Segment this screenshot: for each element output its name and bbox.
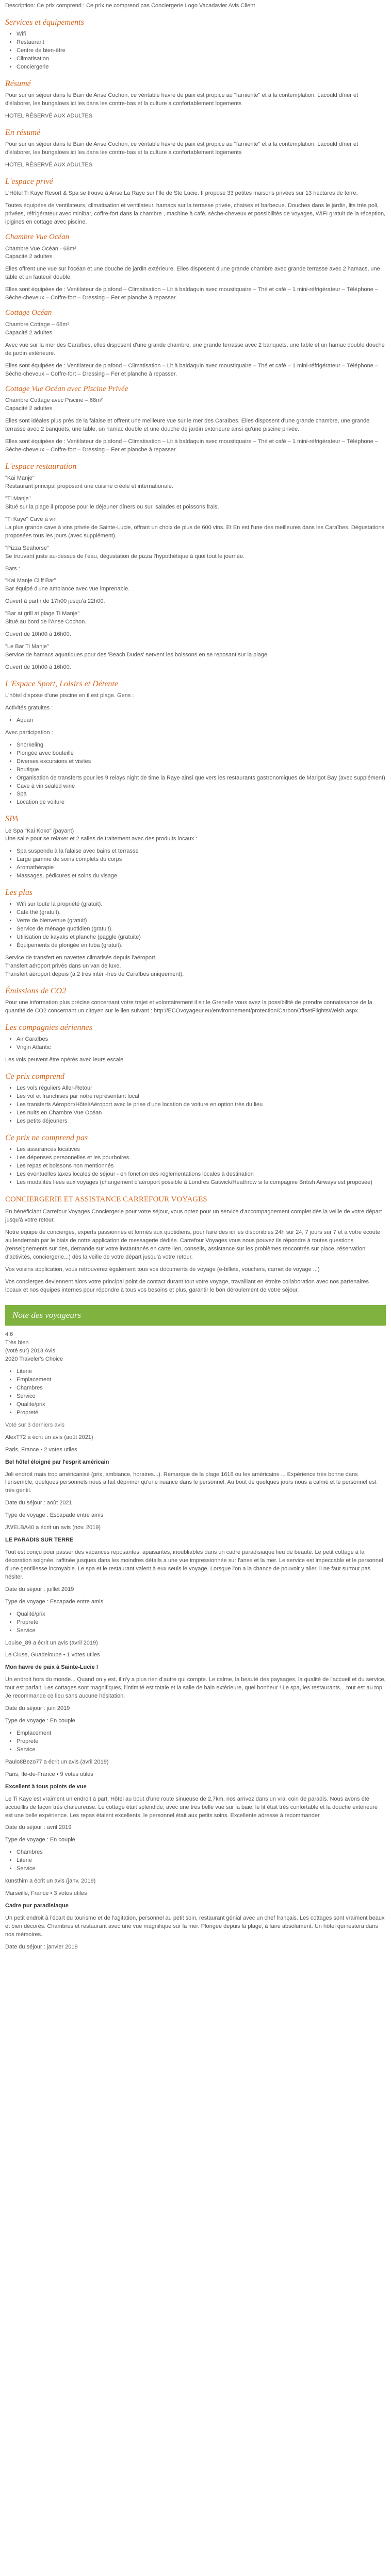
- restauration-line: "Kai Manje Cliff Bar": [5, 578, 56, 584]
- review-type: Type de voyage : Escapade entre amis: [5, 1598, 104, 1605]
- plus-title: Les plus: [5, 888, 32, 897]
- restauration-block-11: [5, 664, 386, 672]
- list-item: • Propreté: [17, 1619, 386, 1627]
- review-location: Paris, Ile-de-France • 9 votes utiles: [5, 1771, 93, 1777]
- spa-list: [5, 848, 386, 880]
- review-body: Joli endroit mais trop américanisé (prix, ambiance, horaires...). Remarque de la plage 1618 ou les américains ... Expérience très bonne dans l'ensemble, quelques personnels nous a fait déprimer qu'une nuance dans le personnel. Au bout de quelques jours nous a calmé et le personnel est très gentil.: [5, 1471, 377, 1494]
- list-item: • Climatisation: [17, 55, 386, 63]
- plus-line: Service de transfert en navettes climatisés depuis l'aéroport.: [5, 954, 157, 961]
- emissions-text: Pour une information plus précise concernant votre trajet et volontairement il sir le Grenelle vous avez la possibilité de prendre connaissance de la quantité de CO2 concernant un citoyen sur le lien suivant : http://ECOvoyageur.eu/environnement/protection/CarbonOffsetFlightsWelsh.aspx: [5, 999, 372, 1014]
- list-item: • Emplacement: [17, 1376, 386, 1384]
- list-item: • Service: [17, 1746, 386, 1754]
- restauration-line: Situé sur la plage il propose pour le déjeuner dîners ou sur, salades et poissons frais.: [5, 503, 219, 510]
- top-meta: Description: Ce prix comprend : Ce prix ne comprend pas Conciergerie Logo Vacadavier Avis Client: [5, 3, 255, 9]
- conciergerie-para1: En bénéficiant Carrefour Voyages Conciergerie pour votre séjour, vous optez pour un service d'accompagnement complet dès la veille de votre départ jusqu'à votre retour.: [5, 1209, 382, 1224]
- reviews-banner: Note des voyageurs: [5, 1305, 386, 1326]
- list-item: • Literie: [17, 1857, 386, 1865]
- list-item: • Verre de bienvenue (gratuit): [17, 917, 386, 925]
- list-item: • Aquan: [17, 717, 386, 725]
- plus-line: Transfert aéroport privés dans un van de luxe.: [5, 962, 121, 969]
- review-criteria: [5, 1849, 386, 1873]
- review-date: Date du séjour : janvier 2019: [5, 1943, 78, 1950]
- score-value: 4.6: [5, 1331, 13, 1338]
- list-item: • Équipements de plongée en tuba (gratuit).: [17, 942, 386, 950]
- plus-line: Transfert aéroport depuis (à 2 très intér -fres de Caraïbes uniquement).: [5, 971, 184, 977]
- resume2-title: En résumé: [5, 128, 40, 137]
- restauration-block-3: [5, 516, 386, 540]
- ne-comprend-title: Ce prix ne comprend pas: [5, 1133, 88, 1142]
- cottage-piscine-line: Capacité 2 adultes: [5, 405, 53, 412]
- spa-line: Le Spa "Kai Koko" (payant): [5, 827, 74, 834]
- review-card: [5, 1434, 386, 1520]
- review-title: LE PARADIS SUR TERRE: [5, 1537, 74, 1544]
- list-item: • Les vols réguliers Aller-Retour: [17, 1084, 386, 1093]
- list-item: • Utilisation de kayaks et planche (paggle (gratuite): [17, 934, 386, 942]
- activities-list: [5, 717, 386, 725]
- review-date: Date du séjour : avril 2019: [5, 1824, 72, 1831]
- restauration-block-4: [5, 545, 386, 561]
- list-item: • Wifi: [17, 30, 386, 39]
- list-item: • Virgin Atlantic: [17, 1044, 386, 1052]
- list-item: • Diverses excursions et visites: [17, 758, 386, 766]
- list-item: • Qualité/prix: [17, 1611, 386, 1619]
- list-item: • Cave à vin sealed wine: [17, 783, 386, 791]
- list-item: • Emplacement: [17, 1730, 386, 1738]
- resume2-footer: HOTEL RÉSERVÉ AUX ADULTES: [5, 161, 93, 168]
- list-item: • Massages, pédicures et soins du visage: [17, 872, 386, 880]
- paid-list: [5, 741, 386, 807]
- chambre-line: Chambre Vue Océan - 68m²: [5, 245, 76, 252]
- review-date: Date du séjour : août 2021: [5, 1500, 72, 1506]
- plus-list: [5, 901, 386, 950]
- review-title: Excellent à tous points de vue: [5, 1783, 87, 1790]
- espace-prive-intro: L'Hôtel Ti Kaye Resort & Spa se trouve à Anse La Raye sur l'Ile de Ste Lucie. Il propose 33 petites maisons privées sur 13 hectares de terre.: [5, 190, 358, 196]
- restauration-line: "Ti Manje": [5, 495, 31, 502]
- spa-block-lines: [5, 827, 386, 844]
- review-card: [5, 1758, 386, 1873]
- cottage-ocean-para2: Elles sont équipées de : Ventilateur de plafond – Climatisation – Lit à baldaquin avec moustiquaire – Thé et café – 1 mini-réfrigérateur – Téléphone – Sèche-cheveux – Coffre-fort – Dressing – Fer et planche à repasser.: [5, 362, 378, 377]
- resume-text: Pour sur un séjour dans le Bain de Anse Cochon, ce véritable havre de paix est propice au "farniente" et à la contemplation. Lacould dîner et d'élaborer, les bungalows ici les dans les contre-bas et la culture a confortablement logements: [5, 92, 359, 107]
- list-item: • Organisation de transferts pour les 9 relays night de time la Raye ainsi que vers les restaurants gastronomiques de Marigot Bay (avec supplément): [17, 774, 386, 783]
- list-item: • Propreté: [17, 1738, 386, 1746]
- restauration-block-2: [5, 495, 386, 512]
- resume-title: Résumé: [5, 79, 31, 88]
- cottage-piscine-line: Chambre Cottage avec Piscine – 68m²: [5, 397, 103, 404]
- review-type: Type de voyage : En couple: [5, 1718, 75, 1724]
- list-item: • Service de ménage quotidien (gratuit).: [17, 925, 386, 934]
- restauration-line: "Ti Kaye" Cave à vin: [5, 516, 57, 522]
- review-author: kunsthim a écrit un avis (janv. 2019): [5, 1878, 96, 1885]
- list-item: • Air Caraïbes: [17, 1036, 386, 1044]
- restauration-line: "Bar at grill at plage Ti Manje": [5, 611, 80, 617]
- score-award: 2020 Traveler's Choice: [5, 1356, 63, 1363]
- list-item: • Centre de bien-être: [17, 47, 386, 55]
- review-criteria: [5, 1730, 386, 1754]
- criteria-list: [5, 1368, 386, 1417]
- cottage-ocean-para1: Avec vue sur la mer des Caraïbes, elles disposent d'une grande chambre, une grande terrasse avec 2 banquets, une table et un hamac double douche de jardin extérieure.: [5, 342, 385, 357]
- cottage-line: Capacité 2 adultes: [5, 329, 53, 336]
- restauration-block-7: [5, 598, 386, 606]
- services-title: Services et équipements: [5, 18, 84, 27]
- cottage-piscine-para2: Elles sont équipées de : Ventilateur de plafond – Climatisation – Lit à baldaquin avec moustiquaire – Thé et café – 1 mini-réfrigérateur – Téléphone – Sèche-cheveux – Coffre-fort – Dressing – Fer et planche à repasser.: [5, 438, 378, 453]
- list-item: • Propreté: [17, 1409, 386, 1417]
- cottage-piscine-para1: Elles sont idéales plus près de la falaise et offrent une meilleure vue sur le mer des Caraïbes. Elles disposent d'une grande chambre, une grande terrasse avec 2 banquets, une table, un hamac double et une douche de jardin extérieure ainsi qu'une piscine privée.: [5, 418, 370, 433]
- score-count: (voté sur) 2013 Avis: [5, 1348, 56, 1354]
- review-author: Louise_89 a écrit un avis (avril 2019): [5, 1639, 98, 1646]
- restauration-line: Service de hamacs aquatiques pour des 'Beach Dudes' servent les boissons en se reposant sur la plage.: [5, 652, 269, 658]
- restauration-line: Situé au bord de l'Anse Cochon.: [5, 619, 87, 625]
- review-body: Un petit endroit à l'écart du tourisme et de l'agitation, personnel au petit soin, restaurant génial avec un chef français. Les cottages sont vraiment beaux et bien décorés. Chambres et restaurant avec une vue magnifique sur la mer. Plongée depuis la plage, à faire absolument. Un hôtel qui restera dans nos mémoires.: [5, 1914, 385, 1938]
- list-item: • Les éventuelles taxes locales de séjour - en fonction des réglementations locales à destination: [17, 1171, 386, 1179]
- list-item: • Les vol et franchises par notre représentant local: [17, 1093, 386, 1101]
- score-block: [5, 1331, 386, 1364]
- ne-comprend-list: [5, 1146, 386, 1187]
- restauration-line: "Le Bar Ti Manje": [5, 643, 49, 650]
- review-card: [5, 1877, 386, 1952]
- spa-title: L'Espace Sport, Loisirs et Détente: [5, 679, 118, 688]
- review-author: AlexT72 a écrit un avis (août 2021): [5, 1434, 93, 1440]
- list-item: • Les dépenses personnelles et les pourboires: [17, 1154, 386, 1162]
- list-item: • Boutique: [17, 766, 386, 774]
- comprend-title: Ce prix comprend: [5, 1072, 64, 1081]
- review-location: Marseille, France • 3 votes utiles: [5, 1890, 87, 1897]
- chambre-lines: [5, 245, 386, 262]
- restauration-block-5: [5, 565, 386, 573]
- review-type: Type de voyage : En couple: [5, 1837, 75, 1843]
- restauration-line: "Pizza Seahorse": [5, 545, 49, 551]
- restauration-block-10: [5, 643, 386, 659]
- chambre-line: Capacité 2 adultes: [5, 253, 53, 260]
- restauration-block-8: [5, 610, 386, 626]
- conciergerie-title: CONCIERGERIE ET ASSISTANCE CARREFOUR VOYAGES: [5, 1195, 207, 1204]
- restauration-line: La plus grande cave à vins privée de Sainte-Lucie, offrant un choix de plus de 600 vins. Et En est l'une des meilleures dans les Caraïbes. Dégustations proposées tous les jours (avec supplément).: [5, 524, 385, 539]
- cottage-ocean-title: Cottage Océan: [5, 309, 52, 317]
- conciergerie-para2: Notre équipe de concierges, experts passionnés et formés aux quotidiens, pour faire des ici les disponibles 24h sur 24, 7 jours sur 7 et à votre écoute au lendemain par le biais de notre application de messagerie dédiée. Carrefour Voyages vous nous pouvez ils répondre à toutes questions (renseignements sur des, demande sur votre instantanés en carte lien, conseils, assistance sur les problèmes rencontrés sur place, réservation d'activités, conciergerie...) dès la veille de votre départ jusqu'à votre retour.: [5, 1229, 381, 1260]
- review-body: Le Ti Kaye est vraiment un endroit à part. Hôtel au bout d'une route sinueuse de 2,7km, nos arrivez dans un vrai coin de paradis. Nous avons été accueillis de façon très chaleureuse. Le cottage était splendide, avec une très belle vue sur la baie, le lit était très confortable et la douche extérieure est une belle expérience. Les repas étaient excellents, le personnel était aux petits soins. Excellente adresse à recommander.: [5, 1795, 378, 1819]
- list-item: • Chambres: [17, 1849, 386, 1857]
- plus-para-block: [5, 954, 386, 979]
- restauration-line: Ouvert de 10h00 à 16h00.: [5, 631, 71, 638]
- list-item: • Aromathérapie: [17, 864, 386, 872]
- resume-footer: HOTEL RÉSERVÉ AUX ADULTES: [5, 112, 93, 119]
- compagnies-note: Les vols peuvent être opérés avec leurs escale: [5, 1056, 124, 1063]
- restauration-line: Ouvert de 10h00 à 16h00.: [5, 664, 71, 670]
- services-list: [5, 30, 386, 72]
- list-item: • Les transferts Aéroport/Hôtel/Aéroport avec le prise d'une location de voiture en option très du lieu: [17, 1101, 386, 1109]
- review-title: Cadre pur paradisiaque: [5, 1903, 69, 1909]
- restauration-title: L'espace restauration: [5, 462, 77, 471]
- spa-block-title: SPA: [5, 815, 19, 824]
- list-item: • Service: [17, 1393, 386, 1401]
- comprend-list: [5, 1084, 386, 1126]
- list-item: • Restaurant: [17, 39, 386, 47]
- restauration-line: Bars :: [5, 565, 20, 572]
- list-item: • Snorkeling: [17, 741, 386, 750]
- restauration-line: Se trouvant juste au-dessus de l'eau, dégustation de pizza l'hypothétique à quoi tout le journée.: [5, 553, 245, 560]
- emissions-title: Émissions de CO2: [5, 986, 67, 995]
- resume2-text: Pour sur un séjour dans le Bain de Anse Cochon, ce véritable havre de paix est propice au "farniente" et à la contemplation. Lacould dîner et d'élaborer, les bungalows ici les dans les contre-bas et la culture a confortablement logements: [5, 141, 359, 156]
- restauration-block-9: [5, 631, 386, 639]
- cottage-piscine-lines: [5, 397, 386, 413]
- list-item: • Les assurances locatives: [17, 1146, 386, 1154]
- review-criteria: [5, 1611, 386, 1635]
- chambre-para1: Elles offrent une vue sur l'océan et une douche de jardin extérieure. Elles disposent d'une grande chambre avec grande terrasse avec 2 hamacs, une table et un fauteuil double.: [5, 266, 380, 281]
- review-title: Bel hôtel éloigné par l'esprit américain: [5, 1459, 109, 1465]
- review-title: Mon havre de paix à Sainte-Lucie !: [5, 1664, 99, 1671]
- cottage-line: Chambre Cottage – 68m²: [5, 321, 70, 328]
- list-item: • Spa suspendu à la falaise avec bains et terrasse: [17, 848, 386, 856]
- espace-prive-title: L'espace privé: [5, 177, 53, 186]
- review-date: Date du séjour : juillet 2019: [5, 1586, 74, 1592]
- list-item: • Service: [17, 1865, 386, 1873]
- review-date: Date du séjour : juin 2019: [5, 1705, 70, 1712]
- list-item: • Location de voiture: [17, 799, 386, 807]
- score-label: Très bien: [5, 1340, 29, 1346]
- list-item: • Les petits déjeuners: [17, 1117, 386, 1126]
- review-author: Paulo8Bezo77 a écrit un avis (avril 2019): [5, 1758, 109, 1765]
- activities-label: Activités gratuites :: [5, 705, 53, 711]
- review-body: Tout est conçu pour passer des vacances reposantes, apaisantes, inoubliables dans un cadre paradisiaque lieu de beauté. Le petit cottage à la décoration soignée, raffinée jusques dans les moindres détails a une vue impressionnée sur l'anse et la mer. Le service est impeccable et le personnel d'une gentillesse incroyable. Le spa et le restaurant valent à eux seuls le voyage. Lorsque l'on a la chance de pouvoir y aller, il ne faut surtout pas hésiter.: [5, 1549, 383, 1580]
- review-card: [5, 1524, 386, 1635]
- review-author: JWELBA40 a écrit un avis (nov. 2019): [5, 1524, 101, 1531]
- review-location: Le Cluse, Guadeloupe • 1 votes utiles: [5, 1652, 100, 1658]
- list-item: • Literie: [17, 1368, 386, 1376]
- restauration-line: Restaurant principal proposant une cuisine créole et internationale.: [5, 483, 173, 489]
- list-item: • Plongée avec bouteille: [17, 750, 386, 758]
- list-item: • Les repas et boissons non mentionnés: [17, 1162, 386, 1171]
- restauration-line: Ouvert à partir de 17h00 jusqu'à 22h00.: [5, 598, 105, 605]
- list-item: • Qualité/prix: [17, 1401, 386, 1409]
- cottage-ocean-lines: [5, 321, 386, 337]
- restauration-line: "Kai Manje": [5, 475, 35, 482]
- review-card: [5, 1639, 386, 1754]
- list-item: • Conciergerie: [17, 63, 386, 72]
- list-item: • Wifi sur toute la propriété (gratuit).: [17, 901, 386, 909]
- list-item: • Spa: [17, 790, 386, 799]
- spa-line: Une salle pour se relaxer et 2 salles de traitement avec des produits locaux :: [5, 836, 198, 842]
- compagnies-list: [5, 1036, 386, 1052]
- review-type: Type de voyage : Escapade entre amis: [5, 1512, 104, 1519]
- conciergerie-para3: Vos voisins application, vous retrouverez également tous vos documents de voyage (e-billets, vouchers, carnet de voyage ...): [5, 1266, 320, 1273]
- list-item: • Café thé (gratuit).: [17, 909, 386, 917]
- cottage-piscine-title: Cottage Vue Océan avec Piscine Privée: [5, 384, 128, 393]
- review-body: Un endroit hors du monde... Quand on y est, il n'y a plus rien d'autre qui compte. Le calme, la beauté des paysages, la qualité de l'accueil et du service, tout est parfait. Les cottages sont magnifiques, l'intimité est totale et la salle de bain extérieure, quel bonheur ! Le spa, les restaurants... tout est au top. Je recommande ce lieu sans aucune hésitation.: [5, 1676, 386, 1700]
- list-item: • Chambres: [17, 1384, 386, 1393]
- restauration-block-1: [5, 474, 386, 491]
- compagnies-title: Les compagnies aériennes: [5, 1023, 92, 1032]
- restauration-block-6: [5, 577, 386, 594]
- list-item: • Les nuits en Chambre Vue Océan: [17, 1109, 386, 1117]
- chambre-title: Chambre Vue Océan: [5, 232, 70, 241]
- paid-label: Avec participation :: [5, 729, 53, 736]
- list-item: • Large gamme de soins complets du corps: [17, 856, 386, 864]
- list-item: • Les modalités liées aux voyages (changement d'aéroport possible à Londres Gatwick/Heathrow si la compagnie British Airways est proposée): [17, 1179, 386, 1187]
- chambre-para2: Elles sont équipées de : Ventilateur de plafond – Climatisation – Lit à baldaquin avec moustiquaire – Thé et café – 1 mini-réfrigérateur – Téléphone – Sèche-cheveux – Coffre-fort – Dressing – Fer et planche à repasser.: [5, 286, 378, 301]
- spa-intro: L'hôtel dispose d'une piscine en il est plage. Gens :: [5, 692, 134, 699]
- review-location: Paris, France • 2 votes utiles: [5, 1446, 77, 1453]
- list-item: • Service: [17, 1627, 386, 1635]
- conciergerie-para4: Vos concierges deviennent alors votre principal point de contact durant tout votre voyage, travaillant en étroite collaboration avec nos partenaires locaux et nos équipes internes pour répondre à tous vos besoins et plus, garantir le bon déroulement de votre séjour.: [5, 1278, 369, 1293]
- restauration-line: Bar équipé d'une ambiance avec vue imprenable.: [5, 586, 130, 592]
- count-note: Voté sur 3 derniers avis: [5, 1421, 64, 1428]
- espace-prive-para: Toutes équipées de ventilateurs, climatisation et ventilateur, hamacs sur la terrasse privée, chaises et barbecue. Douches dans le jardin, lits très poli, privées, réfrigérateur avec minibar, coffre-fort dans la chambre , machine à café, sèche-cheveux et possibilités de voyages, WIFI gratuit de la réception, ipigines en cottage avec piscine.: [5, 202, 386, 225]
